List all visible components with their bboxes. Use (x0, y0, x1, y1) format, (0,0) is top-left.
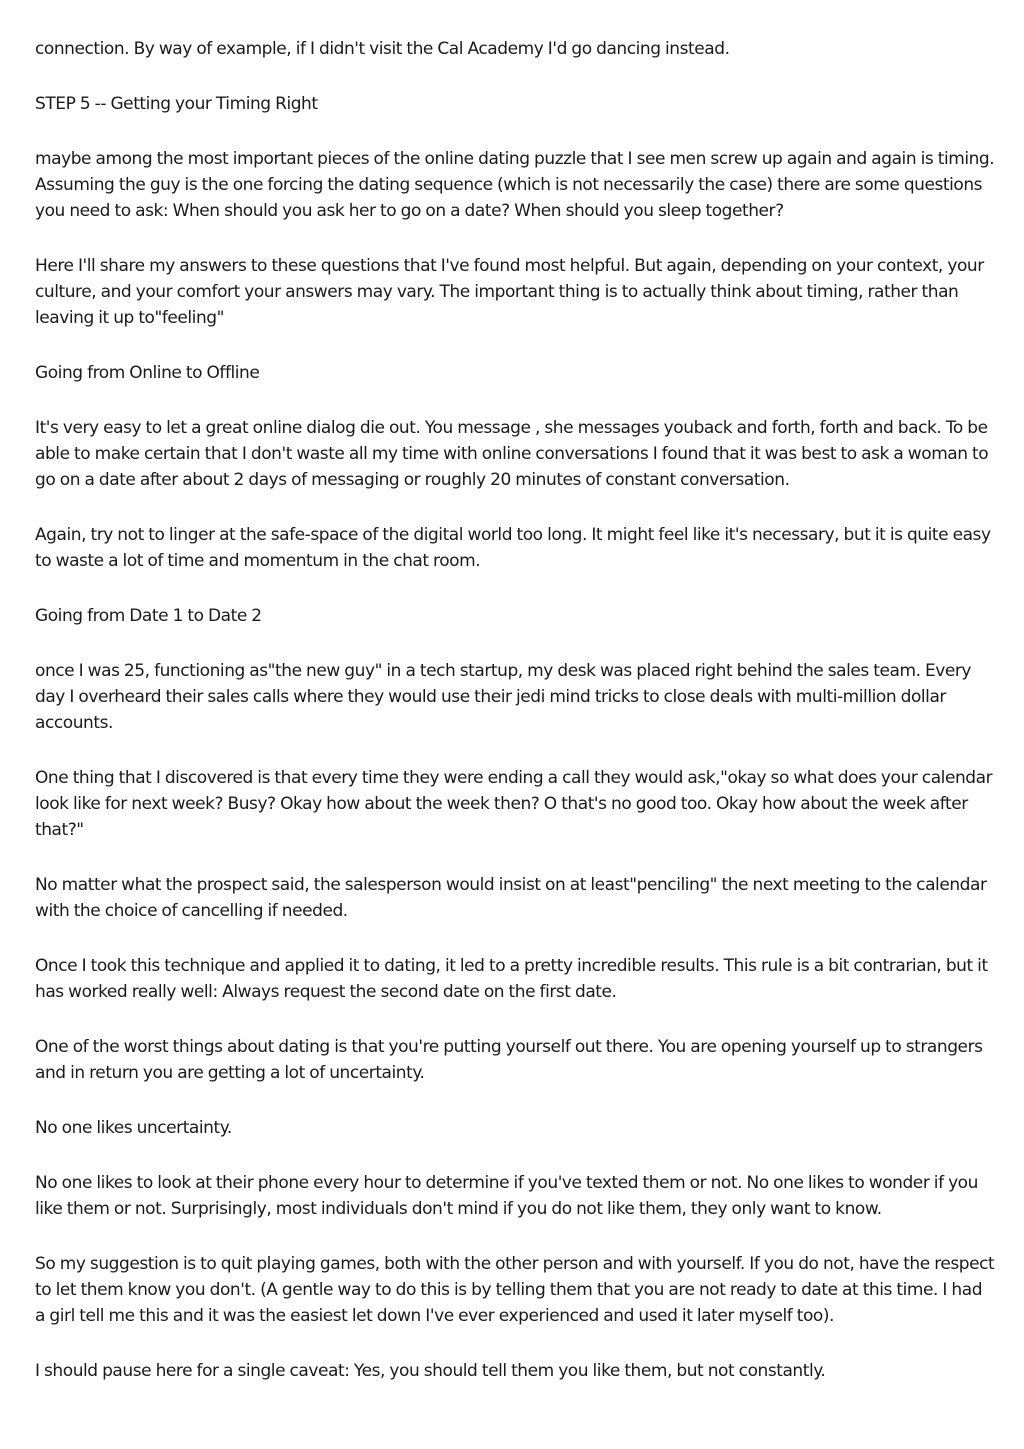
paragraph-caveat: I should pause here for a single caveat: Yes, you should tell them you like them, but not constantly. (35, 1361, 826, 1381)
paragraph-phone: No one likes to look at their phone every hour to determine if you've texted them or not. No one likes to wonder if you like them or not. Surprisingly, most individuals don't mind if you do not like them, they only want to know. (35, 1173, 978, 1219)
paragraph-suggestion: So my suggestion is to quit playing games, both with the other person and with yourself. If you do not, have the respect to let them know you don't. (A gentle way to do this is by telling them that you are not ready to date at this time. I had a girl tell me this and it was the easiest let down I've ever experienced and used it later myself too). (35, 1254, 995, 1326)
document-body (35, 36, 995, 1413)
paragraph-uncertainty: No one likes uncertainty. (35, 1118, 232, 1138)
paragraph-timing: maybe among the most important pieces of the online dating puzzle that I see men screw up again and again is timing. Assuming the guy is the one forcing the dating sequence (which is not necessarily the case) there are some questions you need to ask: When should you ask her to go on a date? When should you sleep together? (35, 149, 995, 221)
paragraph-intro-connection: connection. By way of example, if I didn't visit the Cal Academy I'd go dancing instead. (35, 39, 730, 59)
paragraph-worst-things: One of the worst things about dating is that you're putting yourself out there. You are opening yourself up to strangers and in return you are getting a lot of uncertainty. (35, 1037, 983, 1083)
heading-step-5: STEP 5 -- Getting your Timing Right (35, 94, 318, 114)
heading-online-to-offline: Going from Online to Offline (35, 363, 260, 383)
paragraph-safe-space: Again, try not to linger at the safe-space of the digital world too long. It might feel like it's necessary, but it is quite easy to waste a lot of time and momentum in the chat room. (35, 525, 991, 571)
paragraph-technique: Once I took this technique and applied it to dating, it led to a pretty incredible results. This rule is a bit contrarian, but it has worked really well: Always request the second date on the first date. (35, 956, 988, 1002)
paragraph-answers: Here I'll share my answers to these questions that I've found most helpful. But again, depending on your context, your culture, and your comfort your answers may vary. The important thing is to actually think about timing, rather than leaving it up to"feeling" (35, 256, 984, 328)
heading-date-1-to-date-2: Going from Date 1 to Date 2 (35, 606, 262, 626)
paragraph-sales-calls: One thing that I discovered is that every time they were ending a call they would ask,"okay so what does your calendar look like for next week? Busy? Okay how about the week then? O that's no good too. Okay how about the week after that?" (35, 768, 993, 840)
paragraph-tech-startup: once I was 25, functioning as"the new guy" in a tech startup, my desk was placed right behind the sales team. Every day I overheard their sales calls where they would use their jedi mind tricks to close deals with multi-million dollar accounts. (35, 661, 972, 733)
paragraph-penciling: No matter what the prospect said, the salesperson would insist on at least"penciling" the next meeting to the calendar with the choice of cancelling if needed. (35, 875, 987, 921)
paragraph-online-dialog: It's very easy to let a great online dialog die out. You message , she messages youback and forth, forth and back. To be able to make certain that I don't waste all my time with online conversations I found that it was best to ask a woman to go on a date after about 2 days of messaging or roughly 20 minutes of constant conversation. (35, 418, 989, 490)
